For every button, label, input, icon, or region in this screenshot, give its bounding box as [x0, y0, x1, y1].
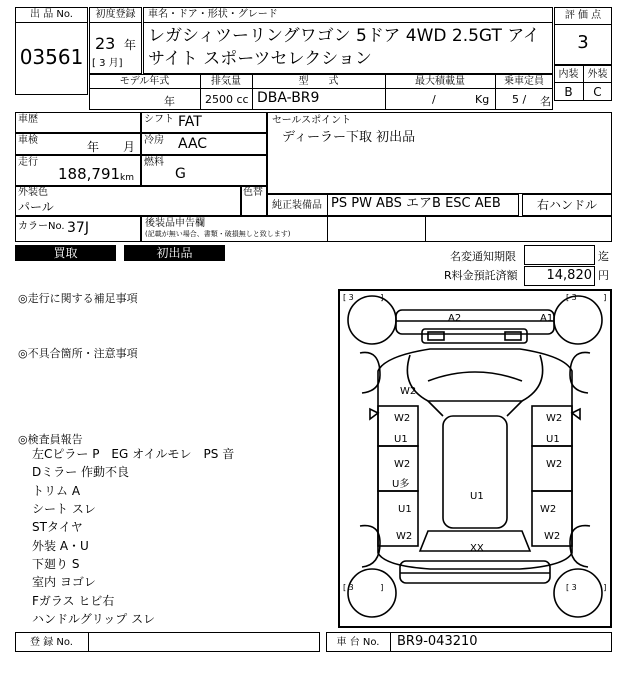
overall-grade: 3 — [577, 32, 589, 53]
color-change-label: 色替 — [243, 187, 263, 198]
ac-value: AAC — [178, 136, 208, 152]
grade-label: 評 価 点 — [564, 10, 602, 21]
capacity-unit: 名 — [540, 95, 551, 108]
displacement: 2500 cc — [205, 93, 249, 106]
color-no-value: 37J — [67, 220, 89, 236]
damage-mark: W2 — [540, 504, 557, 515]
damage-mark: W2 — [396, 531, 413, 542]
damage-mark: A2 — [448, 313, 462, 324]
name-change-unit: 迄 — [598, 250, 609, 263]
exterior-label: 外装 — [587, 69, 608, 80]
tire-label-front-left: [ 3 ] — [343, 293, 384, 302]
capacity-value: 5 / — [512, 93, 527, 106]
driving-remarks-label: ◎走行に関する補足事項 — [18, 292, 138, 305]
capacity-label: 乗車定員 — [504, 76, 544, 87]
model-year-label: モデル年式 — [119, 76, 170, 87]
car-outline-diagram — [340, 291, 610, 626]
inspection-year-unit: 年 — [87, 140, 100, 154]
mileage-label: 走行 — [18, 157, 38, 168]
chassis-number: BR9-043210 — [397, 634, 478, 649]
model-year-unit: 年 — [164, 95, 175, 108]
tire-label-front-right: [ 3 ] — [566, 293, 607, 302]
ac-label: 冷房 — [144, 135, 164, 146]
first-reg-label: 初度登録 — [95, 9, 136, 20]
first-listing-badge: 初出品 — [124, 245, 225, 261]
car-name: レガシィツーリングワゴン 5ドア 4WD 2.5GT アイサイト スポーツセレクション — [148, 26, 540, 69]
report-line: トリム A — [32, 484, 81, 498]
shift-value: FAT — [178, 114, 202, 130]
damage-mark: U多 — [392, 479, 410, 490]
recycle-label: R料金預託済額 — [444, 269, 518, 282]
displacement-label: 排気量 — [211, 76, 241, 87]
inspector-report-label: ◎検査員報告 — [18, 433, 83, 446]
damage-mark: W2 — [394, 459, 411, 470]
mileage-value: 188,791 — [58, 165, 121, 183]
color-no-label: カラーNo. — [18, 221, 65, 232]
first-reg-year: 23 — [95, 34, 116, 53]
name-change-box — [524, 245, 595, 265]
model-code: DBA-BR9 — [257, 90, 320, 106]
lot-label: 出 品 No. — [30, 9, 73, 20]
fuel-label: 燃料 — [144, 157, 164, 168]
equipment-value: PS PW ABS エアB ESC AEB — [331, 196, 501, 211]
report-line: 室内 ヨゴレ — [32, 575, 96, 589]
report-line: 左Cピラー P EG オイルモレ PS 音 — [32, 447, 235, 461]
first-reg-month: [ 3 月] — [92, 58, 123, 69]
equipment-label: 純正装備品 — [272, 200, 322, 211]
shift-label: シフト — [144, 114, 174, 125]
retrofit-label: 後装品申告欄 — [145, 218, 205, 229]
sales-point-text: ディーラー下取 初出品 — [282, 130, 416, 145]
reg-no-label: 登 録 No. — [30, 637, 73, 648]
max-load-value: / — [432, 93, 436, 106]
steering-value: 右ハンドル — [536, 198, 597, 212]
damage-mark: W2 — [394, 413, 411, 424]
report-line: シート スレ — [32, 502, 96, 516]
damage-mark: XX — [470, 543, 484, 554]
damage-mark: U1 — [546, 434, 560, 445]
damage-mark: W2 — [400, 386, 417, 397]
exterior-grade: C — [593, 85, 602, 99]
tire-label-rear-right: [ 3 ] — [566, 583, 607, 592]
damage-diagram — [338, 289, 612, 628]
damage-mark: A1 — [540, 313, 554, 324]
damage-mark: U1 — [398, 504, 412, 515]
report-line: 外装 A・U — [32, 539, 89, 553]
sales-point-label: セールスポイント — [272, 115, 352, 126]
report-line: 下廻り S — [32, 557, 80, 571]
purchase-badge: 買取 — [15, 245, 116, 261]
name-change-label: 名変通知期限 — [450, 250, 516, 263]
damage-mark: W2 — [544, 531, 561, 542]
report-line: ハンドルグリップ スレ — [32, 612, 156, 626]
recycle-value: 14,820 — [546, 268, 592, 283]
defects-label: ◎不具合箇所・注意事項 — [18, 347, 138, 360]
max-load-unit: Kg — [475, 93, 490, 106]
fuel-value: G — [175, 166, 186, 182]
mileage-unit: km — [120, 173, 134, 183]
retrofit-note: (記載が無い場合、書類・破損無しと致します) — [145, 230, 291, 238]
lot-number: 03561 — [19, 45, 84, 69]
damage-mark: W2 — [546, 413, 563, 424]
interior-label: 内装 — [558, 69, 579, 80]
history-label: 車歴 — [18, 114, 38, 125]
first-reg-year-unit: 年 — [124, 38, 137, 52]
recycle-unit: 円 — [598, 269, 609, 282]
report-line: STタイヤ — [32, 520, 83, 534]
car-name-label: 車名・ドア・形状・グレード — [148, 9, 278, 20]
inspection-label: 車検 — [18, 135, 38, 146]
inspection-month-unit: 月 — [123, 140, 136, 154]
ext-color-label: 外装色 — [18, 187, 48, 198]
max-load-label: 最大積載量 — [415, 76, 465, 87]
damage-mark: U1 — [470, 491, 484, 502]
ext-color-value: パール — [18, 200, 54, 214]
report-line: Fガラス ヒビ右 — [32, 594, 115, 608]
interior-grade: B — [564, 85, 573, 99]
tire-label-rear-left: [ 3 ] — [343, 583, 384, 592]
report-line: Dミラー 作動不良 — [32, 465, 130, 479]
chassis-label: 車 台 No. — [336, 637, 380, 648]
model-label: 型 式 — [298, 76, 339, 87]
damage-mark: W2 — [546, 459, 563, 470]
damage-mark: U1 — [394, 434, 408, 445]
